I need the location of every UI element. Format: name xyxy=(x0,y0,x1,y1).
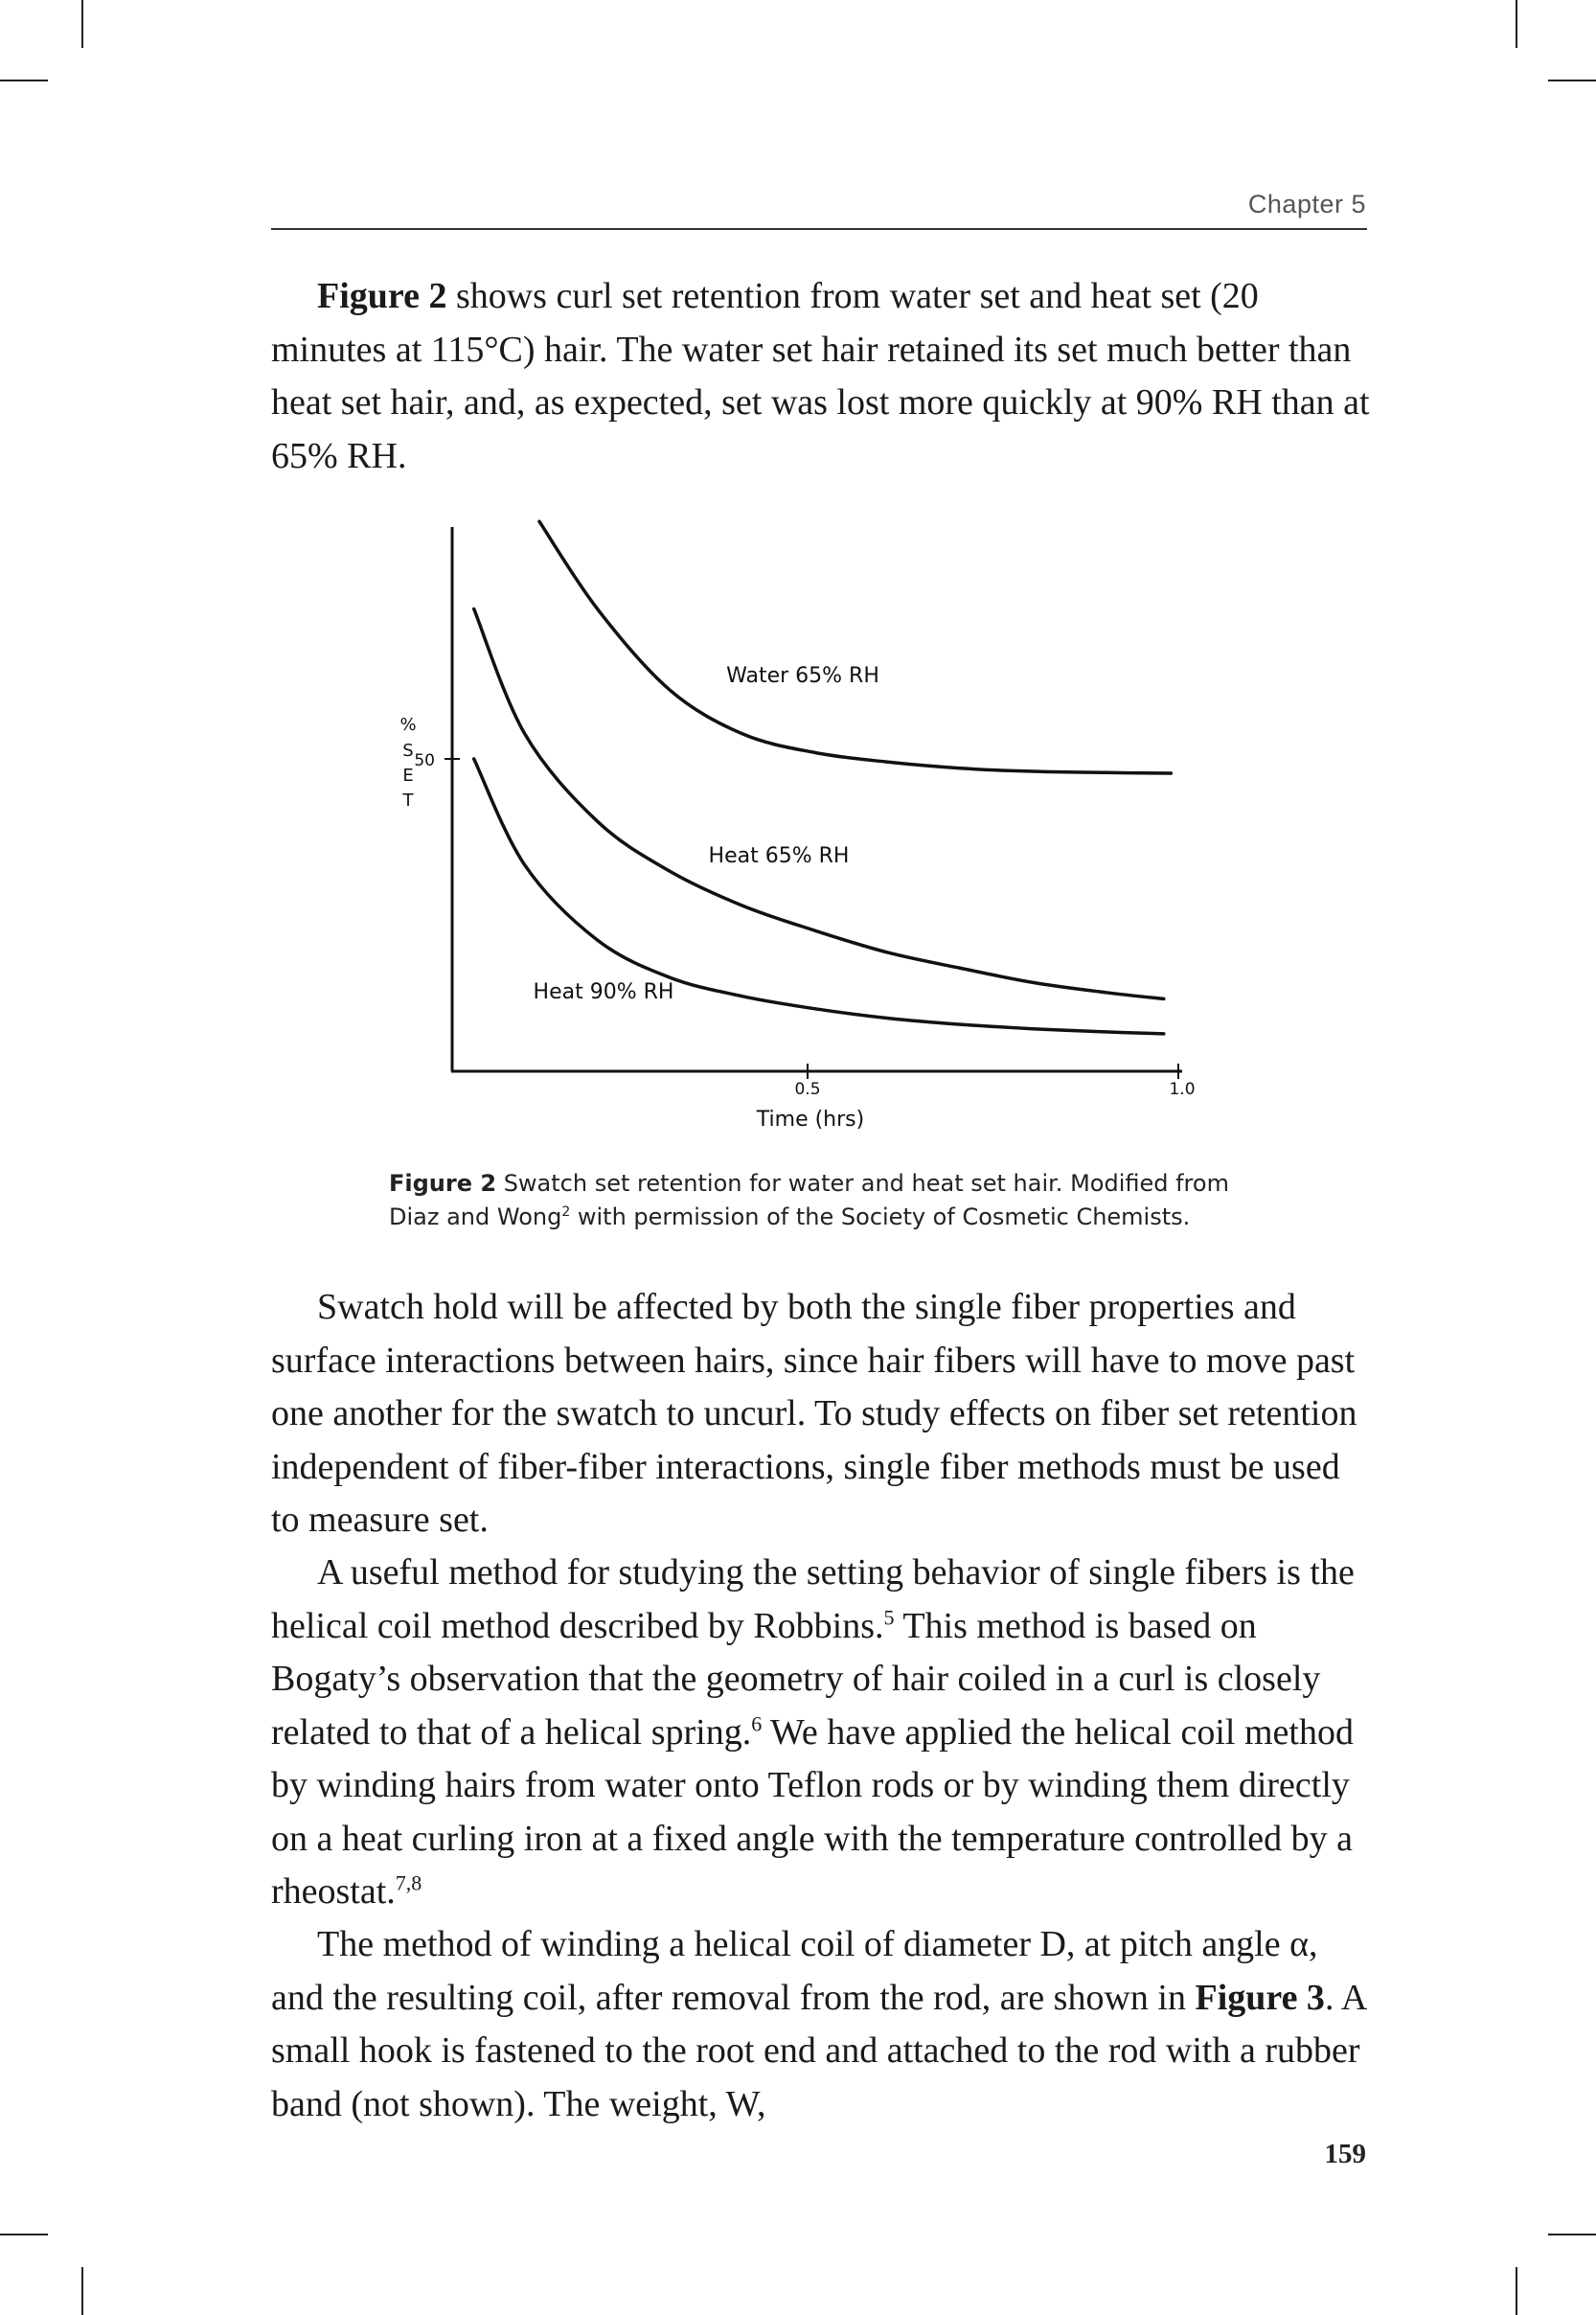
paragraph-3-text-1: A useful method for studying the setting behavior of single fibers is the helical coil method described by Robbins. xyxy=(271,1552,1355,1646)
series-line-heat-90-rh xyxy=(474,759,1164,1034)
paragraph-3-text-2: This method is based on Bogaty’s observation that the geometry of hair coiled in a curl is closely related to that of a helical spring. xyxy=(271,1605,1321,1753)
paragraph-2 xyxy=(271,1281,1373,1547)
series-line-water-65-rh xyxy=(539,521,1171,773)
x-axis-label: Time (hrs) xyxy=(756,1108,865,1132)
crop-mark xyxy=(0,2234,48,2235)
caption-text-1: Swatch set retention for water and heat set hair. Modified from Diaz and Wong xyxy=(389,1170,1229,1230)
x-tick-label-0-5: 0.5 xyxy=(794,1080,821,1099)
crop-mark xyxy=(1548,2234,1596,2235)
chapter-header: Chapter 5 xyxy=(1247,190,1366,218)
crop-mark xyxy=(0,80,48,81)
figure-2-caption xyxy=(389,1167,1251,1234)
y-axis-label-letter: S xyxy=(402,741,414,761)
paragraph-3-text-3: We have applied the helical coil method by winding hairs from water onto Teflon rods or by winding them directly on a heat curling iron at a fixed angle with the temperature controlled by a rheostat. xyxy=(271,1711,1354,1912)
paragraph-1 xyxy=(271,270,1373,483)
paragraph-4 xyxy=(271,1918,1373,2131)
series-label-water-65: Water 65% RH xyxy=(726,664,879,688)
paragraph-4-text-2: . A small hook is fastened to the root end and attached to the rod with a rubber band (not shown). The weight, W, xyxy=(271,1977,1366,2124)
series-line-heat-65-rh xyxy=(474,609,1164,999)
caption-superscript: 2 xyxy=(561,1204,571,1220)
paragraph-3 xyxy=(271,1547,1373,1919)
paragraph-2-text: Swatch hold will be affected by both the single fiber properties and surface interactions between hairs, since hair fibers will have to move past one another for the swatch to uncurl. To study effects on fiber set retention independent of fiber-fiber interactions, single fiber methods must be used to measure set. xyxy=(271,1287,1357,1540)
figure-2-chart xyxy=(0,0,1596,1150)
crop-mark xyxy=(81,0,83,48)
series-label-heat-65: Heat 65% RH xyxy=(708,844,850,868)
paragraph-4-text-1: The method of winding a helical coil of diameter D, at pitch angle α, and the resulting coil, after removal from the rod, are shown in xyxy=(271,1924,1318,2018)
crop-mark xyxy=(81,2267,83,2315)
crop-mark xyxy=(1516,2267,1517,2315)
x-tick-label-1-0: 1.0 xyxy=(1169,1080,1196,1099)
caption-text-2: with permission of the Society of Cosmetic Chemists. xyxy=(570,1203,1191,1230)
crop-mark xyxy=(1548,80,1596,81)
y-axis-label-letter: T xyxy=(402,791,414,811)
ref-7-8: 7,8 xyxy=(395,1870,422,1895)
ref-6: 6 xyxy=(751,1710,763,1735)
paragraph-1-text: shows curl set retention from water set and heat set (20 minutes at 115°C) hair. The water set hair retained its set much better than heat set hair, and, as expected, set was lost more quickly at 90% RH than at 65% RH. xyxy=(271,276,1370,476)
header-rule xyxy=(271,228,1367,230)
page-number: 159 xyxy=(1324,2139,1366,2169)
figure-2-ref: Figure 2 xyxy=(317,276,447,316)
y-axis-label-letter: E xyxy=(402,766,414,786)
y-axis-label-letter: % xyxy=(399,715,417,735)
ref-5: 5 xyxy=(883,1604,895,1629)
series-label-heat-90: Heat 90% RH xyxy=(533,980,674,1004)
caption-label: Figure 2 xyxy=(389,1170,497,1197)
y-tick-label-50: 50 xyxy=(414,751,435,770)
figure-3-ref: Figure 3 xyxy=(1195,1977,1325,2018)
crop-mark xyxy=(1516,0,1517,48)
